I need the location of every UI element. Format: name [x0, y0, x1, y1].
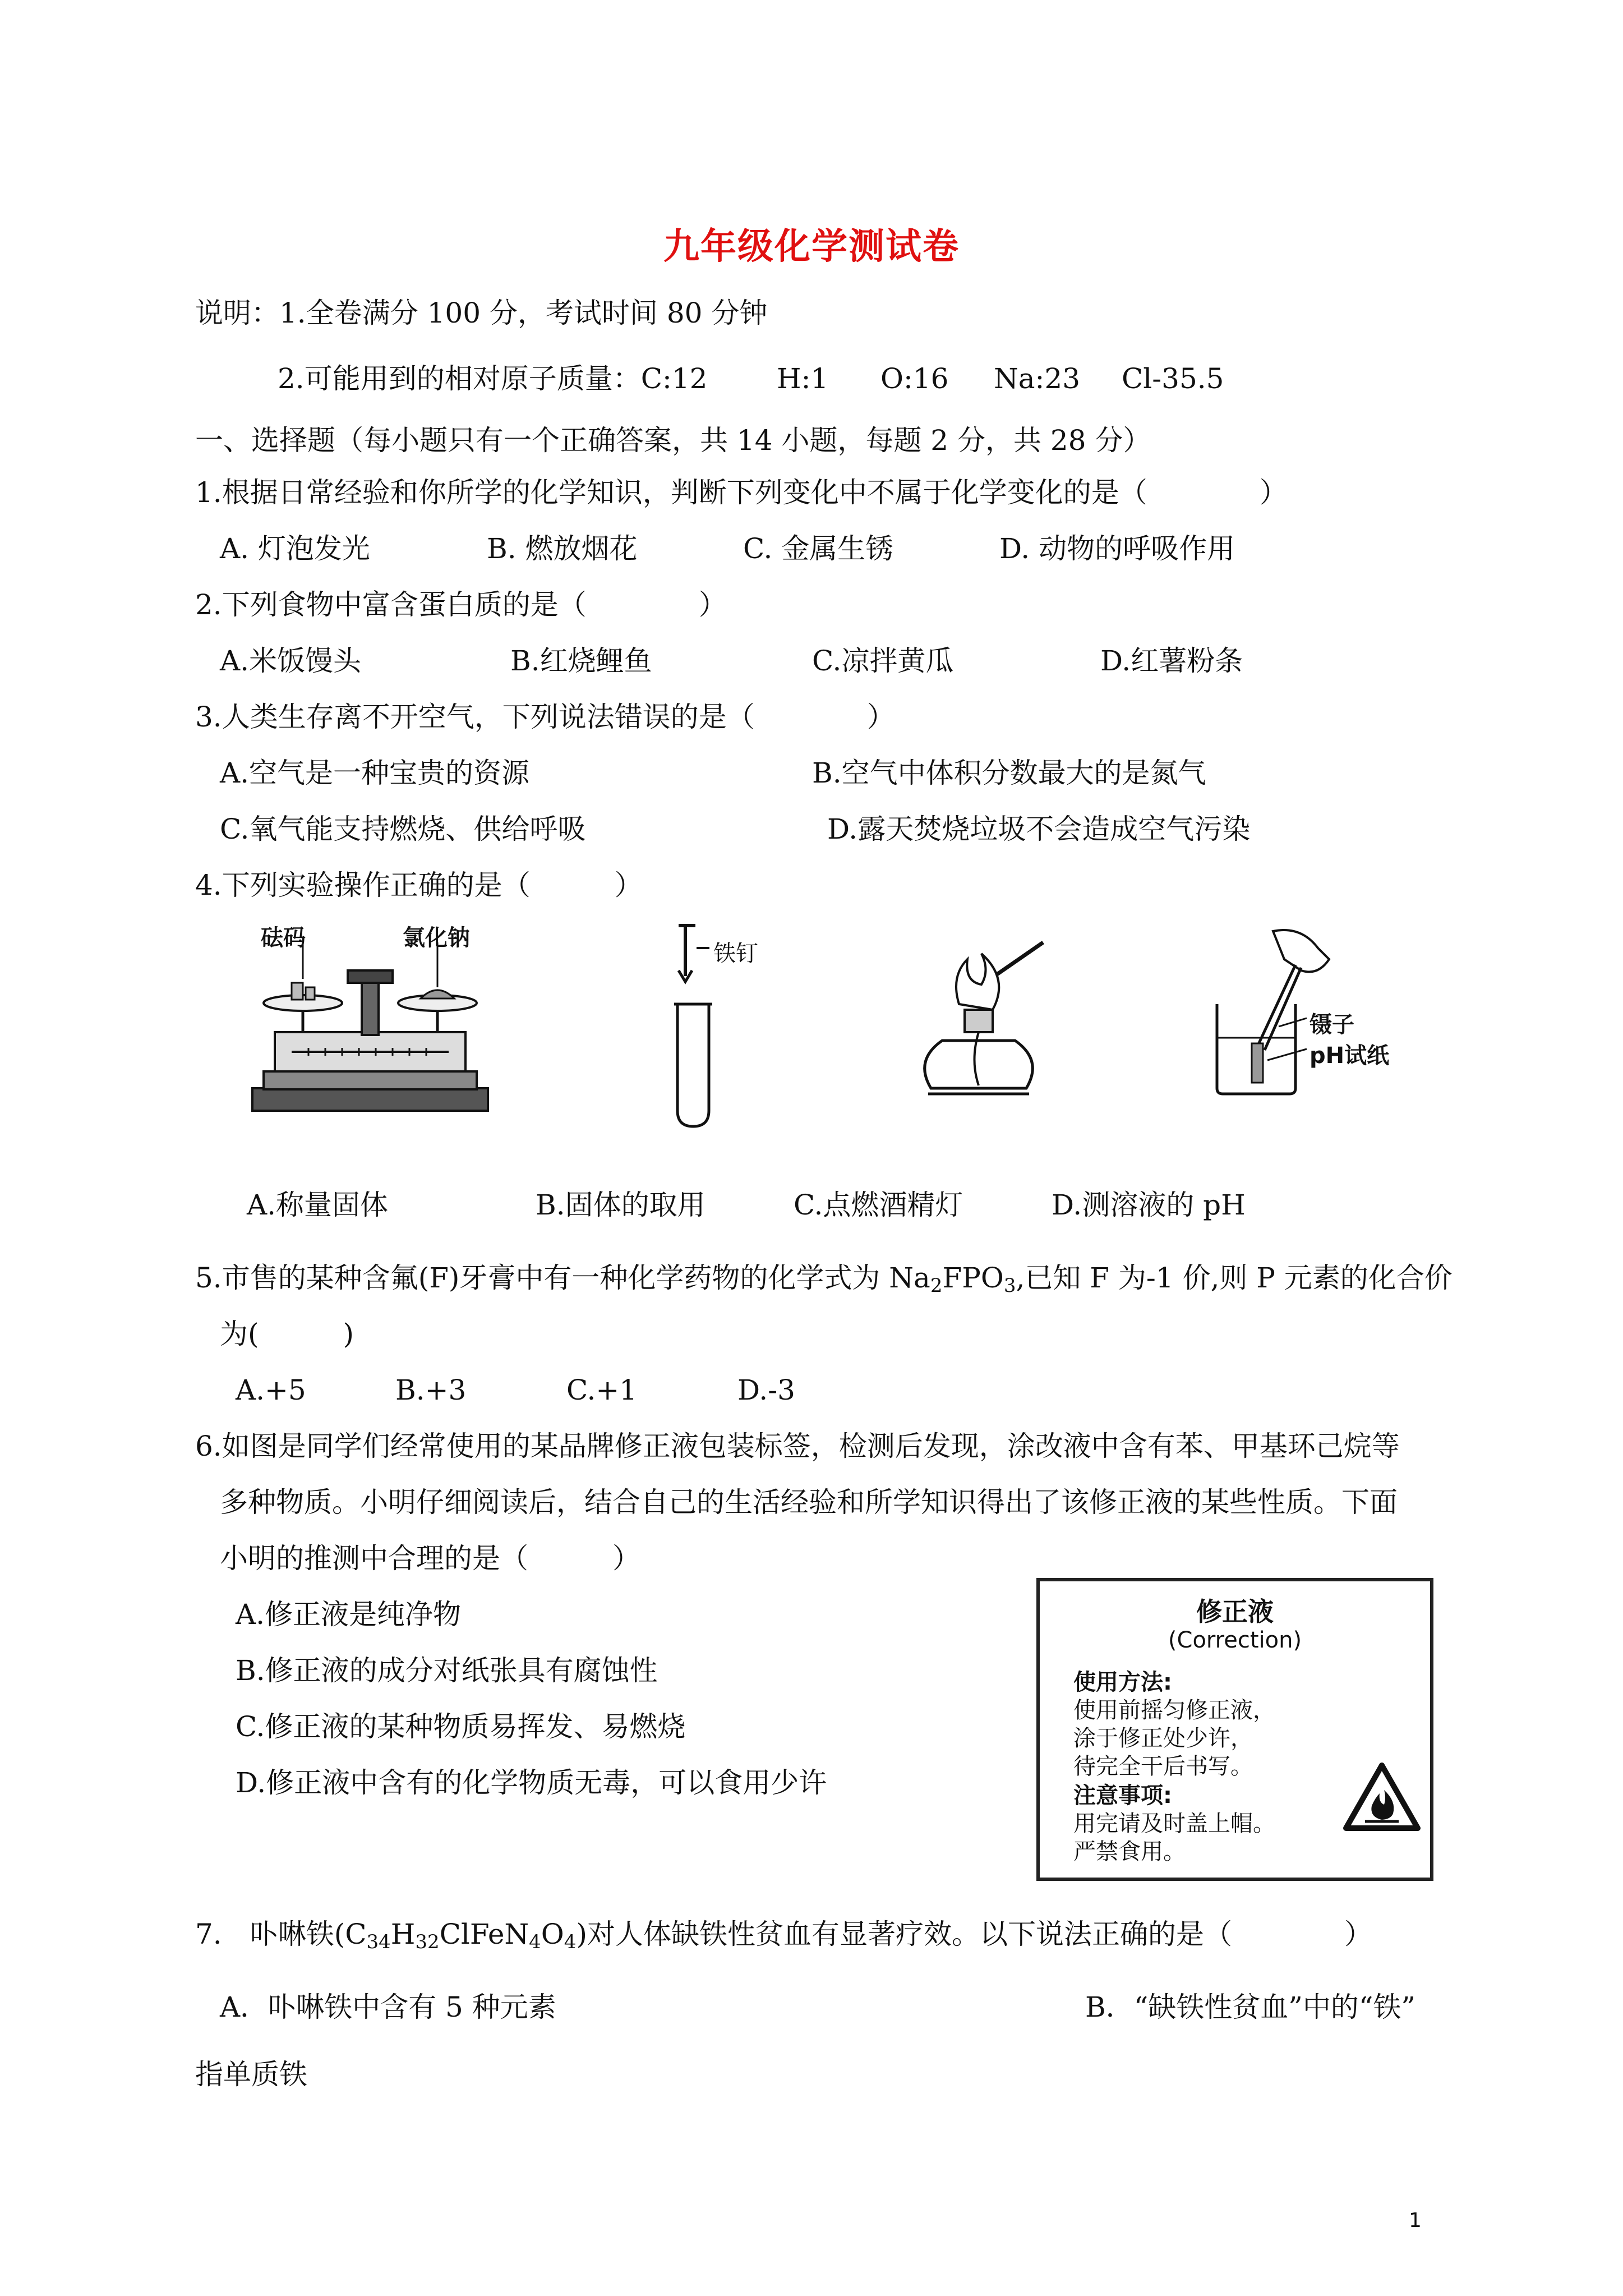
q5-option-b: B.+3	[395, 1374, 467, 1406]
q6-option-b: B.修正液的成分对纸张具有腐蚀性	[236, 1654, 658, 1687]
fig-label-weights: 砝码	[261, 925, 306, 951]
q5-stem-line2: 为( )	[220, 1318, 354, 1350]
q6-option-d: D.修正液中含有的化学物质无毒，可以食用少许	[236, 1766, 827, 1799]
section-heading: 一、选择题（每小题只有一个正确答案，共 14 小题，每题 2 分，共 28 分）	[195, 424, 1151, 457]
q7-option-b-cont: 指单质铁	[195, 2058, 307, 2091]
fig-label-ph-paper: pH试纸	[1310, 1043, 1390, 1069]
q4-option-b: B.固体的取用	[536, 1189, 706, 1221]
label-title: 修正液	[1196, 1596, 1274, 1627]
q7-sub: 4	[529, 1931, 541, 1953]
q7-sub: 4	[564, 1931, 577, 1953]
fig-label-nail: 铁钉	[713, 941, 758, 967]
q7-option-a: A．卟啉铁中含有 5 种元素	[220, 1991, 556, 2023]
q7-stem-c: ClFeN	[439, 1918, 529, 1950]
q1-option-a: A. 灯泡发光	[220, 532, 370, 565]
q1-option-c: C. 金属生锈	[743, 532, 894, 565]
instructions-line1: 说明：1.全卷满分 100 分，考试时间 80 分钟	[195, 297, 768, 329]
q4-option-d: D.测溶液的 pH	[1052, 1189, 1246, 1221]
instructions-line2-prefix: 2.可能用到的相对原子质量：	[278, 362, 641, 395]
label-notes-line: 用完请及时盖上帽。	[1073, 1811, 1275, 1837]
mass-na: Na:23	[994, 362, 1081, 395]
q3-option-c: C.氧气能支持燃烧、供给呼吸	[220, 813, 586, 845]
mass-o: O:16	[880, 362, 949, 395]
q6-option-c: C.修正液的某种物质易挥发、易燃烧	[236, 1710, 686, 1743]
q5-stem-b: FPO	[942, 1262, 1004, 1294]
q7-sub: 32	[415, 1931, 440, 1953]
q4-stem: 4.下列实验操作正确的是（ ）	[195, 869, 643, 901]
page-title: 九年级化学测试卷	[663, 226, 960, 268]
label-subtitle: (Correction)	[1168, 1627, 1302, 1653]
figure-alcohol-lamp	[897, 931, 1077, 1111]
q3-option-d: D.露天焚烧垃圾不会造成空气污染	[827, 813, 1251, 845]
q5-option-a: A.+5	[236, 1374, 306, 1406]
q6-stem-line2: 多种物质。小明仔细阅读后，结合自己的生活经验和所学知识得出了该修正液的某些性质。下面	[220, 1486, 1398, 1519]
fig-label-tweezers: 镊子	[1310, 1012, 1354, 1038]
q1-option-b: B. 燃放烟花	[487, 532, 638, 565]
fig-label-nacl: 氯化钠	[403, 925, 470, 951]
q5-option-d: D.-3	[737, 1374, 795, 1406]
q2-option-d: D.红薯粉条	[1100, 645, 1243, 677]
q1-stem: 1.根据日常经验和你所学的化学知识，判断下列变化中不属于化学变化的是（ ）	[195, 476, 1288, 509]
q5-stem-c: ,已知 F 为-1 价,则 P 元素的化合价	[1016, 1262, 1453, 1294]
q6-stem-line3: 小明的推测中合理的是（ ）	[220, 1542, 640, 1575]
q2-option-c: C.凉拌黄瓜	[812, 645, 954, 677]
figure-ph-test	[1189, 920, 1402, 1105]
q7-sub: 34	[366, 1931, 391, 1953]
q2-stem: 2.下列食物中富含蛋白质的是（ ）	[195, 588, 727, 621]
label-usage-heading: 使用方法:	[1073, 1669, 1172, 1695]
mass-cl: Cl-35.5	[1122, 362, 1224, 395]
q7-stem-a: 7. 卟啉铁(C	[195, 1918, 367, 1950]
q3-stem: 3.人类生存离不开空气，下列说法错误的是（ ）	[195, 701, 895, 733]
q2-option-a: A.米饭馒头	[220, 645, 362, 677]
q5-sub2: 3	[1003, 1274, 1016, 1297]
q7-stem-d: O	[541, 1918, 564, 1950]
q2-option-b: B.红烧鲤鱼	[510, 645, 652, 677]
instructions-line2	[278, 362, 707, 395]
q5-option-c: C.+1	[566, 1374, 638, 1406]
q6-stem-line1: 6.如图是同学们经常使用的某品牌修正液包装标签，检测后发现，涂改液中含有苯、甲基环己烷等	[195, 1430, 1400, 1462]
label-usage-line: 待完全干后书写。	[1073, 1754, 1253, 1779]
q5-stem-a: 5.市售的某种含氟(F)牙膏中有一种化学药物的化学式为 Na	[195, 1262, 930, 1294]
label-notes-line: 严禁食用。	[1073, 1839, 1186, 1865]
q3-option-b: B.空气中体积分数最大的是氮气	[812, 757, 1206, 789]
q7-option-b: B．“缺铁性贫血”中的“铁”	[1085, 1991, 1415, 2023]
q7-stem-e: )对人体缺铁性贫血有显著疗效。以下说法正确的是（ ）	[576, 1918, 1372, 1950]
q3-option-a: A.空气是一种宝贵的资源	[220, 757, 530, 789]
q7-stem-b: H	[390, 1918, 416, 1950]
q5-stem	[195, 1261, 1453, 1295]
mass-h: H:1	[777, 362, 829, 395]
q6-option-a: A.修正液是纯净物	[236, 1598, 462, 1631]
q1-option-d: D. 动物的呼吸作用	[999, 532, 1235, 565]
label-usage-line: 涂于修正处少许，	[1073, 1726, 1253, 1751]
label-notes-heading: 注意事项:	[1073, 1783, 1172, 1809]
q5-sub1: 2	[930, 1274, 943, 1297]
q4-option-c: C.点燃酒精灯	[794, 1189, 963, 1221]
q7-stem	[195, 1917, 1372, 1951]
label-usage-line: 使用前摇匀修正液，	[1073, 1697, 1275, 1723]
flammable-warning-icon	[1343, 1761, 1421, 1836]
correction-fluid-label	[1036, 1578, 1433, 1881]
q4-option-a: A.称量固体	[247, 1189, 389, 1221]
mass-c: C:12	[640, 362, 708, 395]
page-number: 1	[1409, 2209, 1422, 2232]
